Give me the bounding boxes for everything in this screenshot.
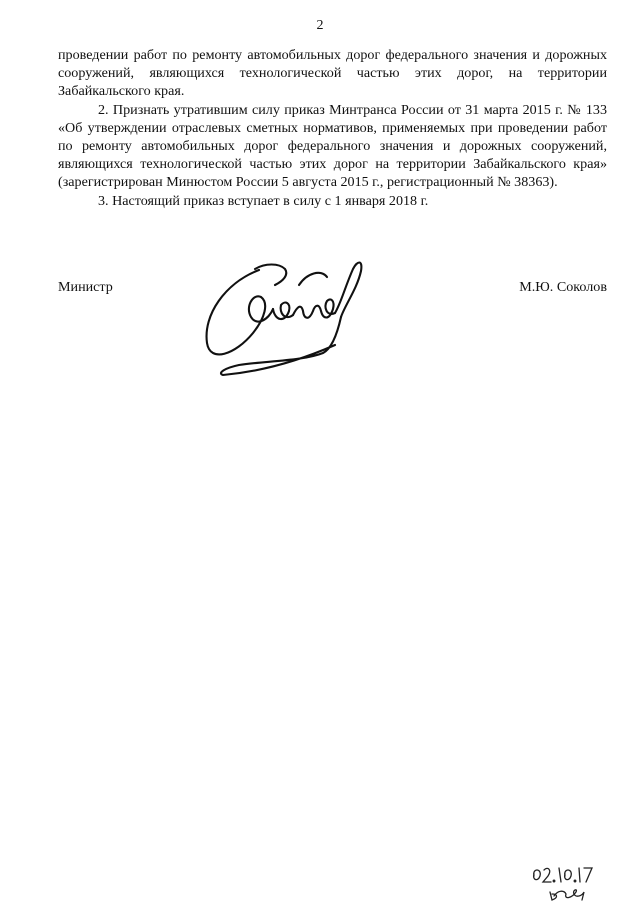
paragraph-item-2: 2. Признать утратившим силу приказ Минтранса России от 31 марта 2015 г. № 133 «Об утверждении отраслевых сметных нормативов, применяемых при проведении работ по ремонту автомобильных дорог федерального значения и дорожных сооружений, являющихся технологической частью этих дорог на территории Забайкальского края» (зарегистрирован Минюстом России 5 августа 2015 г., регистрационный № 38363). [58, 101, 607, 191]
signer-title: Министр [58, 279, 113, 295]
document-body [58, 46, 607, 210]
signer-name: М.Ю. Соколов [519, 279, 607, 295]
page-number: 2 [316, 18, 324, 33]
handwritten-date-note [528, 862, 598, 902]
paragraph-continuation: проведении работ по ремонту автомобильных дорог федерального значения и дорожных сооружений, являющихся технологической частью этих дорог, на территории Забайкальского края. [58, 47, 607, 100]
handwritten-signature [195, 245, 395, 385]
paragraph-item-3: 3. Настоящий приказ вступает в силу с 1 января 2018 г. [98, 192, 429, 209]
